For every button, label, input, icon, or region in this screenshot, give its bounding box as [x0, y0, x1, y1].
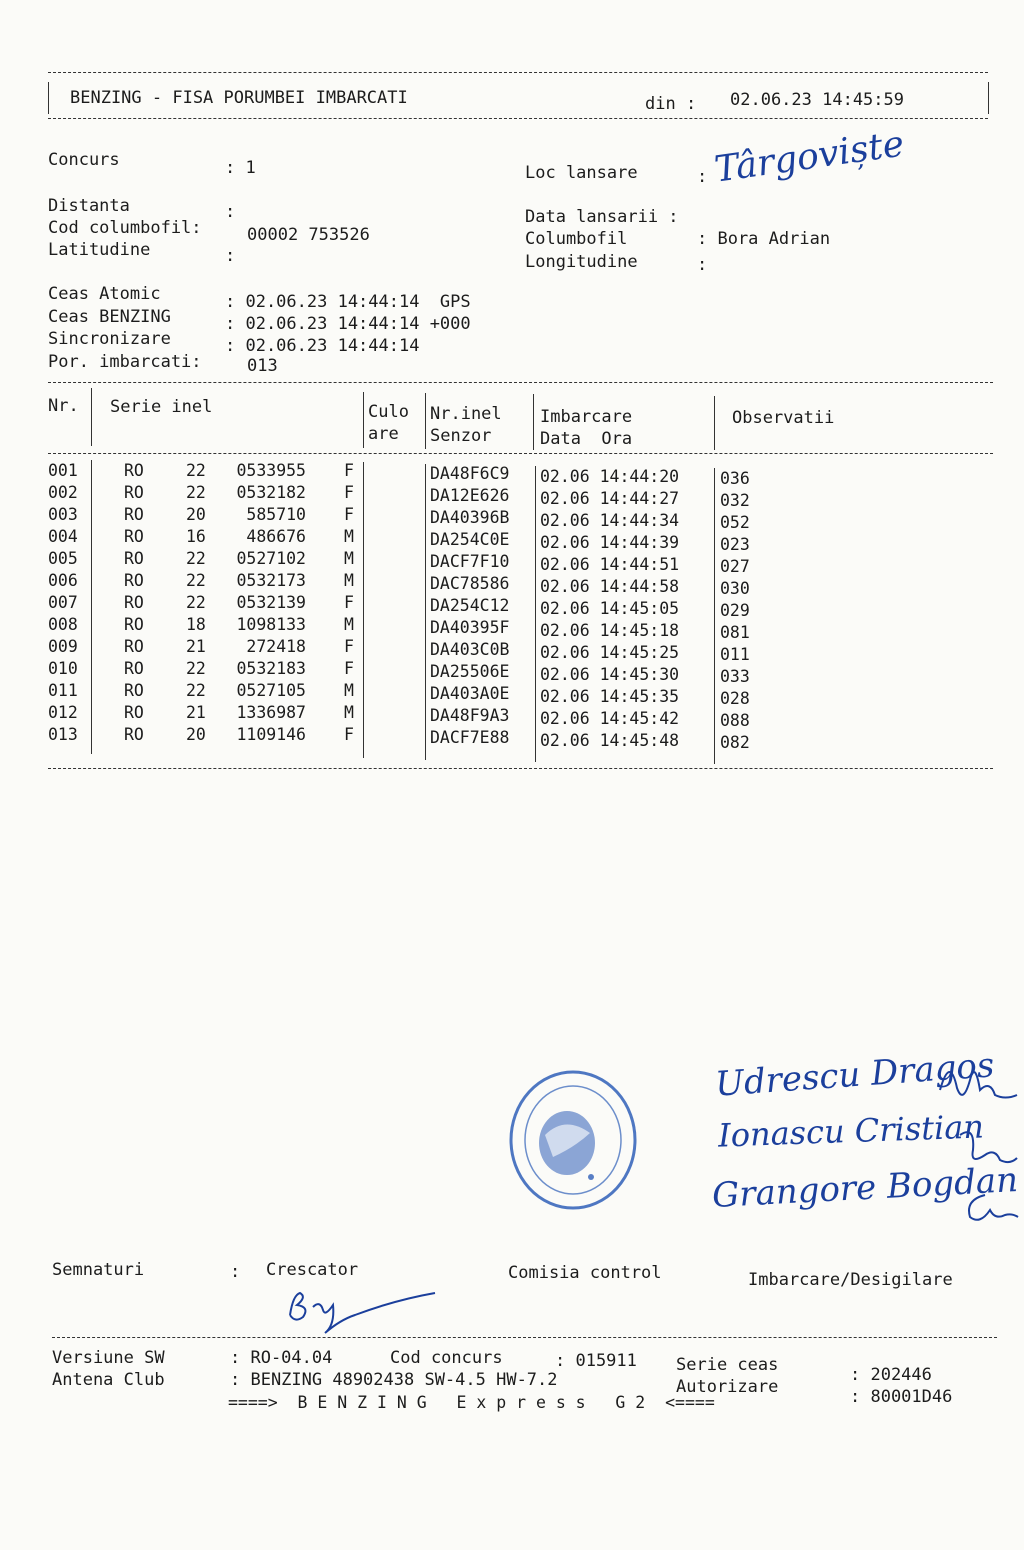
cell-datetime: 02.06 14:44:58: [540, 577, 680, 596]
sincronizare-value: : 02.06.23 14:44:14: [225, 336, 420, 356]
col-divider-serie-header: [363, 392, 364, 448]
cell-country: RO: [124, 505, 144, 524]
cod-columbofil-label: Cod columbofil:: [48, 218, 202, 238]
columbofil-value: : Bora Adrian: [697, 229, 831, 249]
cell-sensor: DA48F6C9: [430, 464, 510, 483]
antena-club-label: Antena Club: [52, 1370, 165, 1390]
longitudine-label: Longitudine: [525, 252, 638, 272]
header-top-border: [48, 72, 988, 73]
concurs-label: Concurs: [48, 150, 120, 170]
cell-country: RO: [124, 725, 144, 744]
cell-country: RO: [124, 703, 144, 722]
loc-lansare-handwritten: Târgoviște: [712, 123, 907, 191]
cell-sensor: DACF7E88: [430, 728, 510, 747]
serie-ceas-label: Serie ceas: [676, 1355, 779, 1375]
cell-country: RO: [124, 549, 144, 568]
cell-sex: M: [344, 703, 354, 722]
cell-sensor: DAC78586: [430, 574, 510, 593]
semnaturi-colon: :: [230, 1262, 241, 1282]
ceas-atomic-value: : 02.06.23 14:44:14 GPS: [225, 292, 471, 312]
cell-sex: F: [344, 505, 354, 524]
cell-datetime: 02.06 14:45:35: [540, 687, 680, 706]
cell-nr: 011: [48, 681, 78, 700]
header-nr: Nr.: [48, 396, 79, 416]
cell-ring: 0533955: [236, 461, 306, 480]
cell-sex: F: [344, 725, 354, 744]
cell-year: 22: [186, 461, 206, 480]
cell-ring: 0527102: [236, 549, 306, 568]
cell-datetime: 02.06 14:44:51: [540, 555, 680, 574]
cell-nr: 006: [48, 571, 78, 590]
latitudine-value: :: [225, 246, 236, 266]
cell-sex: M: [344, 615, 354, 634]
cell-ring: 0532173: [236, 571, 306, 590]
cell-datetime: 02.06 14:45:42: [540, 709, 680, 728]
header-nr-inel-2: Senzor: [430, 426, 492, 446]
header-serie-inel: Serie inel: [110, 397, 213, 417]
benzing-express-banner: ====> B E N Z I N G E x p r e s s G 2 <====: [228, 1393, 715, 1412]
header-bottom-border: [48, 118, 988, 119]
cell-country: RO: [124, 571, 144, 590]
col-divider-senzor: [535, 466, 536, 762]
document-title: BENZING - FISA PORUMBEI IMBARCATI: [70, 88, 408, 108]
header-nr-inel-1: Nr.inel: [430, 404, 502, 424]
cell-observatii: 052: [720, 513, 750, 532]
cell-country: RO: [124, 527, 144, 546]
cell-sensor: DA403C0B: [430, 640, 510, 659]
semnaturi-label: Semnaturi: [52, 1260, 145, 1280]
imbarcare-desigilare-label: Imbarcare/Desigilare: [748, 1270, 953, 1290]
cell-observatii: 027: [720, 557, 750, 576]
cell-observatii: 036: [720, 469, 750, 488]
cell-year: 16: [186, 527, 206, 546]
cell-year: 22: [186, 483, 206, 502]
cell-sex: M: [344, 549, 354, 568]
signature-scribble-3: [960, 1185, 1020, 1230]
cell-ring: 1336987: [236, 703, 306, 722]
versiune-sw-label: Versiune SW: [52, 1348, 165, 1368]
cell-nr: 005: [48, 549, 78, 568]
cell-ring: 486676: [246, 527, 306, 546]
loc-lansare-label: Loc lansare: [525, 163, 638, 183]
header-culoare-2: are: [368, 424, 399, 444]
cell-year: 22: [186, 681, 206, 700]
cell-sensor: DA254C12: [430, 596, 510, 615]
cell-datetime: 02.06 14:45:30: [540, 665, 680, 684]
cell-datetime: 02.06 14:45:25: [540, 643, 680, 662]
cell-sex: F: [344, 483, 354, 502]
cell-ring: 0532139: [236, 593, 306, 612]
cell-nr: 010: [48, 659, 78, 678]
col-divider-nr-header: [91, 388, 92, 446]
porumbei-imbarcati-label: Por. imbarcati:: [48, 352, 202, 372]
header-culoare-1: Culo: [368, 402, 409, 422]
ceas-atomic-label: Ceas Atomic: [48, 284, 161, 304]
table-header-separator: [48, 453, 993, 454]
din-datetime: 02.06.23 14:45:59: [730, 90, 904, 110]
cell-datetime: 02.06 14:44:27: [540, 489, 680, 508]
cell-datetime: 02.06 14:44:34: [540, 511, 680, 530]
cell-year: 22: [186, 571, 206, 590]
col-divider-nr: [91, 460, 92, 754]
cell-sensor: DA40396B: [430, 508, 510, 527]
loc-lansare-colon: :: [697, 167, 708, 187]
autorizare-label: Autorizare: [676, 1377, 779, 1397]
columbofil-label: Columbofil: [525, 229, 628, 249]
header-observatii: Observatii: [732, 408, 835, 428]
data-lansarii-label: Data lansarii :: [525, 207, 679, 227]
cell-year: 22: [186, 549, 206, 568]
cell-year: 22: [186, 593, 206, 612]
cell-country: RO: [124, 461, 144, 480]
cell-sex: M: [344, 571, 354, 590]
cell-sex: F: [344, 637, 354, 656]
header-imbarcare-2: Data Ora: [540, 429, 633, 449]
cell-observatii: 028: [720, 689, 750, 708]
cell-ring: 585710: [246, 505, 306, 524]
cell-ring: 1109146: [236, 725, 306, 744]
cell-nr: 004: [48, 527, 78, 546]
footer-separator: [52, 1337, 997, 1338]
cell-year: 21: [186, 703, 206, 722]
col-divider-culoare: [425, 464, 426, 760]
cell-country: RO: [124, 637, 144, 656]
cell-sex: F: [344, 659, 354, 678]
cell-sensor: DA403A0E: [430, 684, 510, 703]
serie-ceas-value: : 202446: [850, 1365, 932, 1385]
cell-sensor: DA254C0E: [430, 530, 510, 549]
handwritten-signature-3: Grangore Bogdan: [711, 1160, 1019, 1216]
cell-observatii: 088: [720, 711, 750, 730]
cell-ring: 1098133: [236, 615, 306, 634]
cell-sensor: DA12E626: [430, 486, 510, 505]
signature-scribble-1: [935, 1050, 1020, 1110]
cell-year: 22: [186, 659, 206, 678]
comisia-control-label: Comisia control: [508, 1263, 662, 1283]
col-divider-culoare-header: [425, 393, 426, 449]
crescator-label: Crescator: [266, 1260, 359, 1280]
cell-sensor: DA25506E: [430, 662, 510, 681]
header-imbarcare-1: Imbarcare: [540, 407, 633, 427]
cell-observatii: 030: [720, 579, 750, 598]
cell-nr: 007: [48, 593, 78, 612]
ceas-benzing-label: Ceas BENZING: [48, 307, 171, 327]
header-left-border: [48, 82, 49, 114]
versiune-sw-value: : RO-04.04: [230, 1348, 333, 1368]
round-stamp-icon: [505, 1065, 645, 1215]
antena-club-value: : BENZING 48902438 SW-4.5 HW-7.2: [230, 1370, 558, 1390]
cell-nr: 012: [48, 703, 78, 722]
col-divider-senzor-header: [533, 394, 534, 450]
handwritten-signature-2: Ionascu Cristian: [717, 1107, 985, 1155]
cell-sensor: DA40395F: [430, 618, 510, 637]
cell-datetime: 02.06 14:44:39: [540, 533, 680, 552]
handwritten-signature-1: Udrescu Dragos: [713, 1045, 996, 1105]
cell-ring: 0532182: [236, 483, 306, 502]
cell-observatii: 081: [720, 623, 750, 642]
autorizare-value: : 80001D46: [850, 1387, 953, 1407]
cell-observatii: 023: [720, 535, 750, 554]
cell-nr: 003: [48, 505, 78, 524]
cell-country: RO: [124, 483, 144, 502]
cod-concurs-value: : 015911: [555, 1351, 637, 1371]
distanta-label: Distanta: [48, 196, 130, 216]
cell-datetime: 02.06 14:45:18: [540, 621, 680, 640]
din-label: din :: [645, 94, 697, 114]
cell-nr: 001: [48, 461, 78, 480]
cod-columbofil-value: 00002 753526: [247, 225, 370, 245]
cell-sex: F: [344, 593, 354, 612]
cell-year: 20: [186, 725, 206, 744]
cell-year: 20: [186, 505, 206, 524]
cell-datetime: 02.06 14:44:20: [540, 467, 680, 486]
table-top-border: [48, 382, 993, 383]
col-divider-imbarcare: [714, 468, 715, 764]
cell-observatii: 033: [720, 667, 750, 686]
cell-observatii: 011: [720, 645, 750, 664]
cell-country: RO: [124, 659, 144, 678]
longitudine-value: :: [697, 255, 708, 275]
table-bottom-border: [48, 768, 993, 769]
cell-datetime: 02.06 14:45:05: [540, 599, 680, 618]
cell-ring: 272418: [246, 637, 306, 656]
cell-ring: 0527105: [236, 681, 306, 700]
cell-observatii: 029: [720, 601, 750, 620]
cell-sex: F: [344, 461, 354, 480]
cell-datetime: 02.06 14:45:48: [540, 731, 680, 750]
cell-country: RO: [124, 593, 144, 612]
sincronizare-label: Sincronizare: [48, 329, 171, 349]
cell-ring: 0532183: [236, 659, 306, 678]
cell-sensor: DA48F9A3: [430, 706, 510, 725]
cell-observatii: 082: [720, 733, 750, 752]
col-divider-imbarcare-header: [714, 396, 715, 450]
cell-nr: 013: [48, 725, 78, 744]
ceas-benzing-value: : 02.06.23 14:44:14 +000: [225, 314, 471, 334]
cell-year: 21: [186, 637, 206, 656]
cell-nr: 009: [48, 637, 78, 656]
cell-country: RO: [124, 615, 144, 634]
cell-country: RO: [124, 681, 144, 700]
cell-sex: M: [344, 527, 354, 546]
header-right-border: [988, 82, 989, 114]
porumbei-imbarcati-value: 013: [247, 356, 278, 376]
cod-concurs-label: Cod concurs: [390, 1348, 503, 1368]
concurs-value: : 1: [225, 158, 256, 178]
latitudine-label: Latitudine: [48, 240, 151, 260]
cell-nr: 008: [48, 615, 78, 634]
col-divider-serie: [363, 462, 364, 758]
cell-nr: 002: [48, 483, 78, 502]
crescator-signature-scribble: [285, 1285, 445, 1340]
cell-sensor: DACF7F10: [430, 552, 510, 571]
cell-observatii: 032: [720, 491, 750, 510]
distanta-value: :: [225, 202, 236, 222]
cell-sex: M: [344, 681, 354, 700]
cell-year: 18: [186, 615, 206, 634]
